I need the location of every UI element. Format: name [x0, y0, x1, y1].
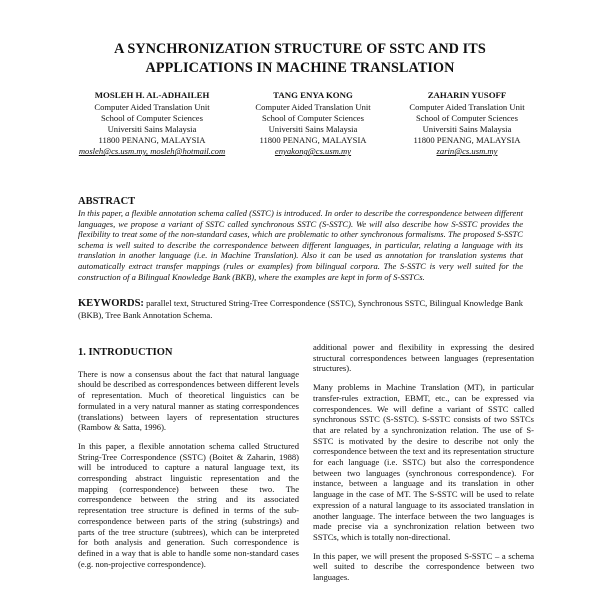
intro-paragraph-2: In this paper, a flexible annotation schema called Structured String-Tree Correspondence (SSTC) (Boitet & Zaharin, 1988) will be introduced to capture a natural language text, its corresponding abstract linguistic representation and the mapping (correspondence) between these two. The correspondence between the string and its associated representation tree structure is defined in terms of the sub-correspondence between parts of the string (substrings) and parts of the tree structure (subtrees), which can be interpreted for both analysis and generation. Such correspondence is defined in a way that is able to handle some non-standard cases (e.g. non-projective correspondence). — [78, 440, 299, 569]
left-column — [78, 342, 299, 577]
author-email[interactable]: enyakong@cs.usm.my — [274, 146, 352, 156]
author-school: School of Computer Sciences — [416, 113, 518, 123]
intro-paragraph-1: There is now a consensus about the fact that natural language should be described as correspondences between different levels of representation. Much of theoretical linguistics can be formulated in a very natural manner as stating correspondences (translations) between layers of representation structures (Rambow & Satta, 1996). — [78, 368, 299, 433]
paper-title — [40, 40, 560, 78]
author-email[interactable]: mosleh@cs.usm.my, mosleh@hotmail.com — [78, 146, 226, 156]
author-university: Universiti Sains Malaysia — [107, 124, 197, 134]
author-university: Universiti Sains Malaysia — [268, 124, 358, 134]
author-address: 11800 PENANG, MALAYSIA — [259, 135, 367, 145]
author-name: TANG ENYA KONG — [273, 90, 353, 100]
author-name: ZAHARIN YUSOFF — [427, 90, 507, 100]
abstract-section — [78, 196, 523, 282]
intro-paragraph-3: additional power and flexibility in expressing the desired structural correspondences between languages (representation structures). — [313, 342, 534, 374]
right-column — [313, 342, 534, 591]
author-2 — [238, 90, 388, 157]
abstract-heading: ABSTRACT — [78, 196, 136, 207]
title-line-1: A SYNCHRONIZATION STRUCTURE OF SSTC AND ITS — [114, 41, 486, 57]
author-university: Universiti Sains Malaysia — [422, 124, 512, 134]
author-affiliation: Computer Aided Translation Unit — [255, 102, 371, 112]
author-3 — [392, 90, 542, 157]
abstract-text: In this paper, a flexible annotation schema called (SSTC) is introduced. In order to describe the correspondence between different languages, we propose a variant of SSTC called synchronous SSTC (S-SSTC). We will also describe how S-SSTC provides the flexibility to treat some of the non-standard cases, which are problematic to other synchronous formalisms. The proposed S-SSTC schema is well suited to describe the correspondence between different languages, in particular, relating a language with its translation in another language (i.e. in Machine Translation). Also it can be used as annotation for translation systems that automatically extract transfer mappings (rules or examples) from bilingual corpora. The S-SSTC is very well suited for the construction of a Bilingual Knowledge Bank (BKB), where the examples are kept in form of S-SSTCs. — [78, 208, 523, 282]
author-email[interactable]: zarin@cs.usm.my — [436, 146, 498, 156]
author-address: 11800 PENANG, MALAYSIA — [98, 135, 206, 145]
author-address: 11800 PENANG, MALAYSIA — [413, 135, 521, 145]
intro-paragraph-5: In this paper, we will present the proposed S-SSTC – a schema well suited to describe the correspondence between two languages. — [313, 550, 534, 583]
keywords-label: KEYWORDS: — [78, 298, 144, 309]
author-1 — [52, 90, 252, 157]
intro-heading: 1. INTRODUCTION — [78, 347, 173, 358]
author-school: School of Computer Sciences — [262, 113, 364, 123]
author-affiliation: Computer Aided Translation Unit — [409, 102, 525, 112]
keywords-section — [78, 298, 523, 321]
author-name: MOSLEH H. AL-ADHAILEH — [94, 90, 210, 100]
author-school: School of Computer Sciences — [101, 113, 203, 123]
keywords-text: parallel text, Structured String-Tree Correspondence (SSTC), Synchronous SSTC, Bilingual Knowledge Bank (BKB), Tree Bank Annotation Schema. — [78, 298, 523, 320]
title-line-2: APPLICATIONS IN MACHINE TRANSLATION — [145, 60, 455, 76]
author-affiliation: Computer Aided Translation Unit — [94, 102, 210, 112]
intro-paragraph-4: Many problems in Machine Translation (MT), in particular transfer-rules extraction, EBMT, etc., can be expressed via correspondences. We will define a variant of SSTC called synchronous SSTC (S-SSTC). S-SSTC consists of two SSTCs that are related by a synchronization relation. The use of S-SSTC is motivated by the desire to describe not only the correspondence between the text and its representation structure for each language (i.e. SSTC) but also the correspondence between two languages (synchronous correspondence). For instance, between a language and its translation in other language in the case of MT. The S-SSTC will be used to relate expression of a natural language to its associated translation in another language. The interface between the two languages is made precise via a synchronization relation between two SSTCs, which is totally non-directional. — [313, 382, 534, 542]
